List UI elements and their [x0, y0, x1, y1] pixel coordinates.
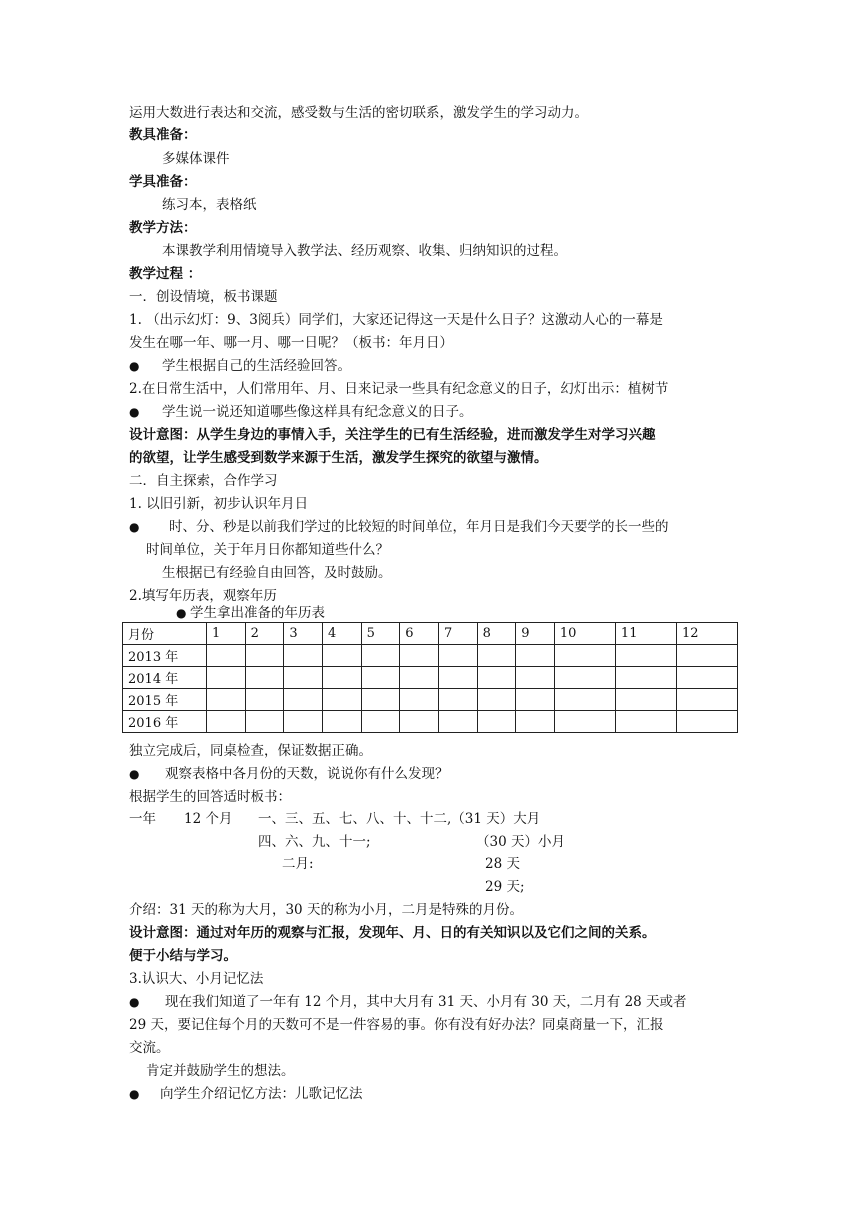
empty-day-count-cell[interactable]: [477, 711, 516, 733]
empty-day-count-cell[interactable]: [438, 645, 477, 667]
bullet-text-2: 学生说一说还知道哪些像这样具有纪念意义的日子。: [162, 404, 473, 420]
row-year-cell: 2013 年: [123, 645, 207, 667]
empty-day-count-cell[interactable]: [245, 689, 284, 711]
empty-day-count-cell[interactable]: [615, 667, 676, 689]
board-intro: 根据学生的回答适时板书：: [129, 789, 291, 805]
header-cell-month: 12: [676, 623, 737, 645]
calendar-table: [122, 622, 738, 733]
empty-day-count-cell[interactable]: [361, 667, 400, 689]
bullet-text-1: 学生根据自己的生活经验回答。: [162, 358, 351, 374]
section-2-heading: 二．自主探索，合作学习: [129, 473, 278, 489]
empty-day-count-cell[interactable]: [554, 645, 615, 667]
empty-day-count-cell[interactable]: [284, 645, 323, 667]
empty-day-count-cell[interactable]: [615, 645, 676, 667]
board-28-days: 28 天: [485, 856, 520, 872]
bullet-text-4: 学生拿出准备的年历表: [190, 605, 325, 621]
bullet-icon: ●: [129, 767, 140, 781]
empty-day-count-cell[interactable]: [438, 689, 477, 711]
bullet-icon: ●: [129, 520, 140, 534]
empty-day-count-cell[interactable]: [400, 711, 439, 733]
empty-day-count-cell[interactable]: [554, 711, 615, 733]
header-cell-month: 9: [516, 623, 555, 645]
paragraph-1b: 发生在哪一年、哪一月、哪一日呢？（板书：年月日）: [129, 335, 453, 351]
board-february: 二月:: [282, 856, 314, 872]
table-row: [123, 645, 738, 667]
empty-day-count-cell[interactable]: [516, 667, 555, 689]
empty-day-count-cell[interactable]: [554, 667, 615, 689]
empty-day-count-cell[interactable]: [284, 711, 323, 733]
board-twelve-months: 12 个月: [184, 811, 233, 827]
header-cell-month: 1: [207, 623, 246, 645]
empty-day-count-cell[interactable]: [477, 689, 516, 711]
bullet-icon: ●: [129, 995, 140, 1009]
method-text: 本课教学利用情境导入教学法、经历观察、收集、归纳知识的过程。: [162, 243, 567, 259]
header-cell-month: 5: [361, 623, 400, 645]
empty-day-count-cell[interactable]: [361, 645, 400, 667]
empty-day-count-cell[interactable]: [322, 689, 361, 711]
teaching-aids-heading: 教具准备：: [129, 127, 197, 143]
bullet-text-6b: 29 天，要记住每个月的天数可不是一件容易的事。你有没有好办法？同桌商量一下，汇报: [129, 1017, 664, 1033]
student-aids-heading: 学具准备：: [129, 174, 197, 190]
section-1-heading: 一．创设情境，板书课题: [129, 289, 278, 305]
design-intent-1a: 设计意图：从学生身边的事情入手，关注学生的已有生活经验，进而激发学生对学习兴趣: [129, 427, 656, 443]
paragraph-2: 2.在日常生活中，人们常用年、月、日来记录一些具有纪念意义的日子，幻灯出示：植树节: [129, 381, 669, 397]
design-intent-2b: 便于小结与学习。: [129, 948, 237, 964]
empty-day-count-cell[interactable]: [676, 711, 737, 733]
bullet-text-3c: 生根据已有经验自由回答，及时鼓励。: [162, 565, 392, 581]
empty-day-count-cell[interactable]: [516, 689, 555, 711]
bullet-icon: ●: [176, 606, 187, 620]
empty-day-count-cell[interactable]: [245, 711, 284, 733]
header-cell-month: 8: [477, 623, 516, 645]
header-cell-month: 7: [438, 623, 477, 645]
bullet-text-7: 向学生介绍记忆方法：儿歌记忆法: [160, 1086, 363, 1102]
header-cell-month: 3: [284, 623, 323, 645]
bullet-icon: ●: [129, 1087, 140, 1101]
header-cell-month: 6: [400, 623, 439, 645]
empty-day-count-cell[interactable]: [322, 667, 361, 689]
table-row: [123, 667, 738, 689]
board-29-days: 29 天;: [485, 879, 525, 895]
paragraph-3: 1. 以旧引新，初步认识年月日: [129, 496, 309, 512]
board-big-months: 一、三、五、七、八、十、十二,（31 天）大月: [258, 811, 541, 827]
empty-day-count-cell[interactable]: [615, 711, 676, 733]
paragraph-1a: 1. （出示幻灯：9、3阅兵）同学们，大家还记得这一天是什么日子？这激动人心的一幕是: [129, 312, 663, 328]
empty-day-count-cell[interactable]: [676, 689, 737, 711]
header-cell-month: 2: [245, 623, 284, 645]
bullet-icon: ●: [129, 405, 140, 419]
board-small-months: 四、六、九、十一;: [258, 834, 371, 850]
table-row: [123, 711, 738, 733]
empty-day-count-cell[interactable]: [516, 645, 555, 667]
empty-day-count-cell[interactable]: [361, 689, 400, 711]
bullet-text-3a: 时、分、秒是以前我们学过的比较短的时间单位，年月日是我们今天要学的长一些的: [169, 519, 669, 535]
process-heading: 教学过程 ：: [129, 266, 202, 282]
paragraph-6: 肯定并鼓励学生的想法。: [146, 1063, 295, 1079]
empty-day-count-cell[interactable]: [400, 645, 439, 667]
design-intent-2a: 设计意图：通过对年历的观察与汇报，发现年、月、日的有关知识以及它们之间的关系。: [129, 925, 656, 941]
bullet-text-5: 观察表格中各月份的天数，说说你有什么发现？: [165, 766, 449, 782]
header-cell-month: 10: [554, 623, 615, 645]
empty-day-count-cell[interactable]: [400, 689, 439, 711]
empty-day-count-cell[interactable]: [322, 645, 361, 667]
empty-day-count-cell[interactable]: [477, 667, 516, 689]
empty-day-count-cell[interactable]: [400, 667, 439, 689]
bullet-text-6a: 现在我们知道了一年有 12 个月，其中大月有 31 天、小月有 30 天，二月有 28 天或者: [165, 994, 687, 1010]
empty-day-count-cell[interactable]: [516, 711, 555, 733]
empty-day-count-cell[interactable]: [245, 645, 284, 667]
paragraph-4: 2.填写年历表，观察年历: [129, 588, 277, 604]
table-header-row: [123, 623, 738, 645]
empty-day-count-cell[interactable]: [477, 645, 516, 667]
paragraph-5: 3.认识大、小月记忆法: [129, 971, 264, 987]
empty-day-count-cell[interactable]: [245, 667, 284, 689]
summary-line: 介绍：31 天的称为大月，30 天的称为小月，二月是特殊的月份。: [129, 902, 523, 918]
row-year-cell: 2016 年: [123, 711, 207, 733]
empty-day-count-cell[interactable]: [284, 689, 323, 711]
row-year-cell: 2015 年: [123, 689, 207, 711]
header-cell-month: 11: [615, 623, 676, 645]
empty-day-count-cell[interactable]: [361, 711, 400, 733]
board-small-label: （30 天）小月: [476, 834, 565, 850]
header-cell-month: 4: [322, 623, 361, 645]
table-row: [123, 689, 738, 711]
design-intent-1b: 的欲望，让学生感受到数学来源于生活，激发学生探究的欲望与激情。: [129, 450, 548, 466]
empty-day-count-cell[interactable]: [676, 667, 737, 689]
empty-day-count-cell[interactable]: [207, 667, 246, 689]
bullet-text-3b: 时间单位，关于年月日你都知道些什么？: [146, 542, 389, 558]
empty-day-count-cell[interactable]: [207, 689, 246, 711]
empty-day-count-cell[interactable]: [438, 711, 477, 733]
header-cell-month-label: 月份: [123, 623, 207, 645]
empty-day-count-cell[interactable]: [676, 645, 737, 667]
intro-line: 运用大数进行表达和交流，感受数与生活的密切联系，激发学生的学习动力。: [129, 105, 588, 121]
empty-day-count-cell[interactable]: [207, 711, 246, 733]
empty-day-count-cell[interactable]: [207, 645, 246, 667]
board-year: 一年: [129, 811, 156, 827]
student-aids-text: 练习本，表格纸: [162, 197, 257, 213]
empty-day-count-cell[interactable]: [554, 689, 615, 711]
empty-day-count-cell[interactable]: [322, 711, 361, 733]
empty-day-count-cell[interactable]: [284, 667, 323, 689]
empty-day-count-cell[interactable]: [438, 667, 477, 689]
empty-day-count-cell[interactable]: [615, 689, 676, 711]
bullet-text-6c: 交流。: [129, 1040, 170, 1056]
row-year-cell: 2014 年: [123, 667, 207, 689]
teaching-aids-text: 多媒体课件: [162, 151, 230, 167]
method-heading: 教学方法：: [129, 220, 197, 236]
after-table-line: 独立完成后，同桌检查，保证数据正确。: [129, 743, 372, 759]
bullet-icon: ●: [129, 359, 140, 373]
